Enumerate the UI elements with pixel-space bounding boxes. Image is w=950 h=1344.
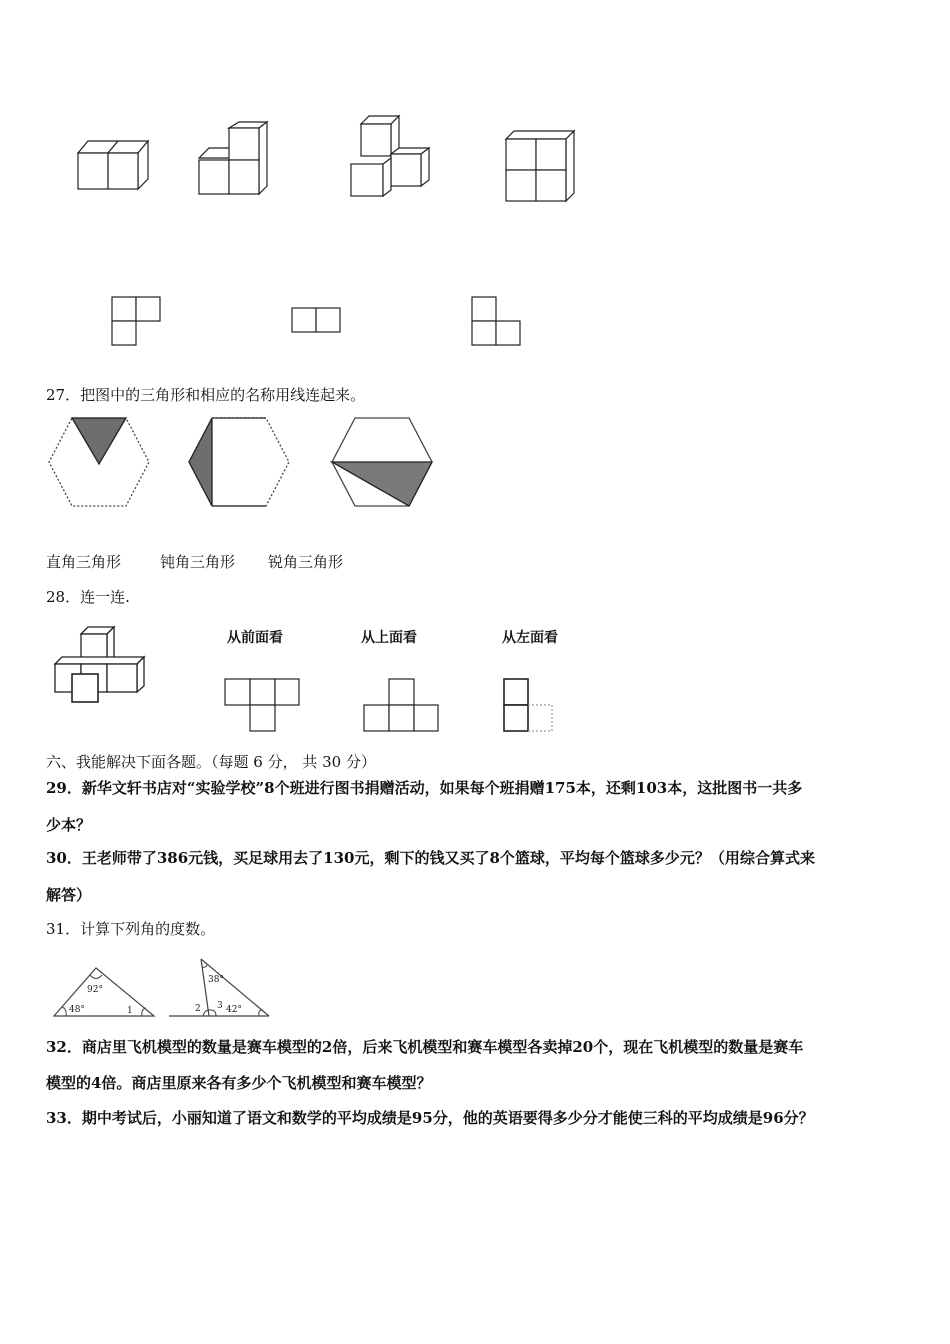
view-shape-3 bbox=[500, 676, 558, 734]
view-shape-1 bbox=[222, 676, 302, 734]
hexagon-figure-1 bbox=[45, 415, 153, 510]
q28-text: 28．连一连. bbox=[46, 588, 130, 606]
angle-2-left-unknown: 2 bbox=[195, 1004, 201, 1014]
cube-figure-4 bbox=[500, 125, 585, 210]
q32-line-2: 模型的4倍。商店里原来各有多少个飞机模型和赛车模型？ bbox=[46, 1074, 432, 1092]
angle-2-mid-unknown: 3 bbox=[217, 1001, 223, 1011]
triangle-name-obtuse: 钝角三角形 bbox=[160, 553, 236, 571]
plane-view-3 bbox=[470, 295, 525, 350]
view-shape-2 bbox=[361, 676, 441, 734]
angle-2-right-label: 42° bbox=[226, 1005, 242, 1015]
view-label-front: 从前面看 bbox=[227, 630, 283, 646]
q32-line-1: 32．商店里飞机模型的数量是赛车模型的2倍，后来飞机模型和赛车模型各卖掉20个，现在飞机模型的数量是赛车 bbox=[46, 1038, 804, 1056]
q31-text: 31．计算下列角的度数。 bbox=[46, 920, 216, 938]
cube-figure-2 bbox=[195, 120, 275, 200]
hexagon-figure-3 bbox=[328, 415, 436, 510]
angle-1-unknown-label: 1 bbox=[127, 1006, 133, 1016]
q30-line-2: 解答） bbox=[46, 886, 92, 904]
hexagon-figure-2 bbox=[185, 415, 293, 510]
q33-text: 33．期中考试后，小丽知道了语文和数学的平均成绩是95分，他的英语要得多少分才能使三科的平均成绩是96分？ bbox=[46, 1109, 814, 1127]
view-label-top: 从上面看 bbox=[361, 630, 417, 646]
cube-figure-3 bbox=[345, 112, 440, 202]
angle-1-top-label: 92° bbox=[87, 985, 103, 995]
view-label-left: 从左面看 bbox=[502, 630, 558, 646]
triangle-name-acute: 锐角三角形 bbox=[268, 553, 344, 571]
section-6-title: 六、我能解决下面各题。（每题 6 分， 共 30 分） bbox=[46, 753, 376, 771]
angle-figure-1 bbox=[50, 962, 160, 1020]
q30-line-1: 30．王老师带了386元钱，买足球用去了130元，剩下的钱又买了8个篮球，平均每个篮球多少元？（用综合算式来 bbox=[46, 849, 815, 867]
triangle-name-right: 直角三角形 bbox=[46, 553, 122, 571]
angle-1-left-label: 48° bbox=[69, 1005, 85, 1015]
q29-line-2: 少本？ bbox=[46, 816, 92, 834]
q27-text: 27．把图中的三角形和相应的名称用线连起来。 bbox=[46, 386, 366, 404]
cube-figure-1 bbox=[70, 135, 160, 195]
plane-view-2 bbox=[290, 306, 345, 336]
angle-2-top-label: 38° bbox=[208, 975, 224, 985]
angle-figure-2 bbox=[165, 955, 275, 1020]
plane-view-1 bbox=[110, 295, 165, 350]
cube-stack-figure bbox=[48, 624, 153, 706]
q29-line-1: 29．新华文轩书店对“实验学校”8个班进行图书捐赠活动，如果每个班捐赠175本，还剩103本，这批图书一共多 bbox=[46, 779, 803, 797]
